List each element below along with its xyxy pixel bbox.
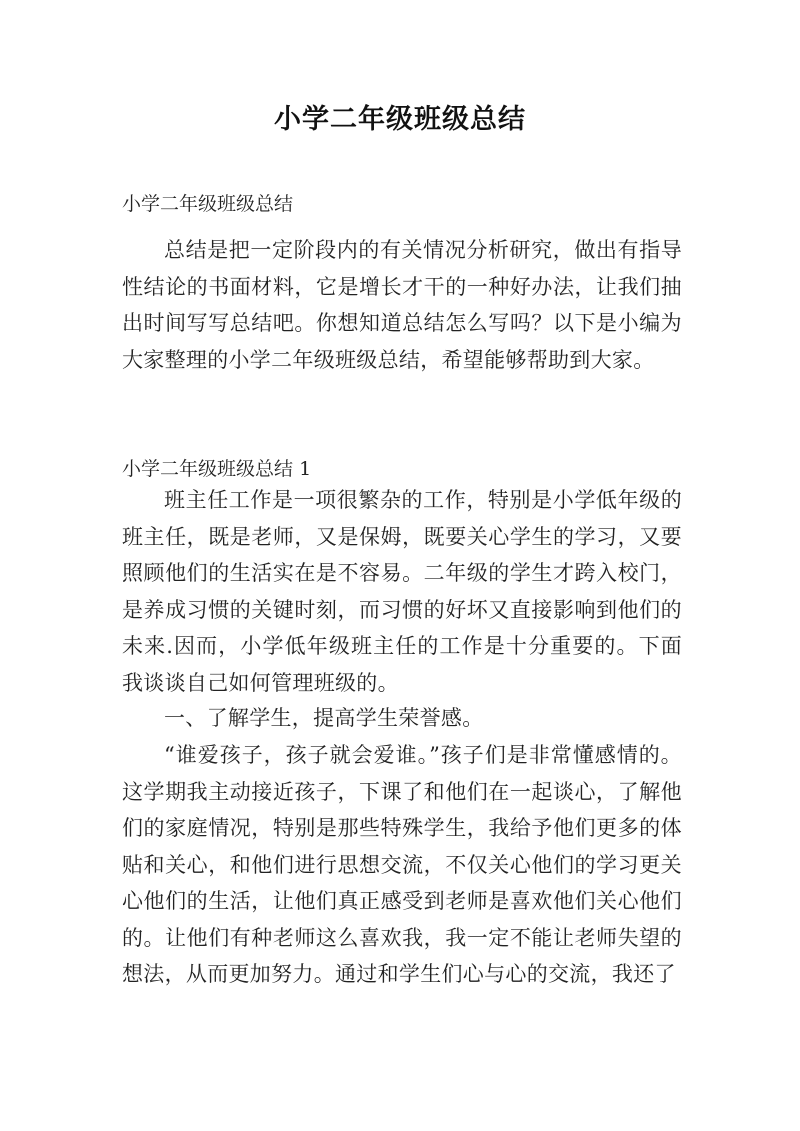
- body-paragraph-2: “谁爱孩子，孩子就会爱谁。”孩子们是非常懂感情的。这学期我主动接近孩子，下课了和他们在一起谈心，了解他们的家庭情况，特别是那些特殊学生，我给予他们更多的体贴和关心，和他们进行思想交流，不仅关心他们的学习更关心他们的生活，让他们真正感受到老师是喜欢他们关心他们的。让他们有种老师这么喜欢我，我一定不能让老师失望的想法，从而更加努力。通过和学生们心与心的交流，我还了: [122, 743, 682, 986]
- section-heading-1: 一、了解学生，提高学生荣誉感。: [164, 706, 484, 730]
- body-paragraph-1: 班主任工作是一项很繁杂的工作，特别是小学低年级的班主任，既是老师，又是保姆，既要关心学生的学习，又要照顾他们的生活实在是不容易。二年级的学生才跨入校门，是养成习惯的关键时刻，而习惯的好坏又直接影响到他们的未来.因而，小学低年级班主任的工作是十分重要的。下面我谈谈自己如何管理班级的。: [122, 488, 682, 695]
- document-subtitle: 小学二年级班级总结: [122, 193, 294, 215]
- section-title: [122, 455, 311, 483]
- section-number: 1: [299, 458, 312, 480]
- intro-paragraph: 总结是把一定阶段内的有关情况分析研究，做出有指导性结论的书面材料，它是增长才干的一种好办法，让我们抽出时间写写总结吧。你想知道总结怎么写吗？以下是小编为大家整理的小学二年级班级总结，希望能够帮助到大家。: [122, 238, 682, 372]
- section-title-text: 小学二年级班级总结: [122, 458, 294, 480]
- document-title: 小学二年级班级总结: [274, 104, 526, 135]
